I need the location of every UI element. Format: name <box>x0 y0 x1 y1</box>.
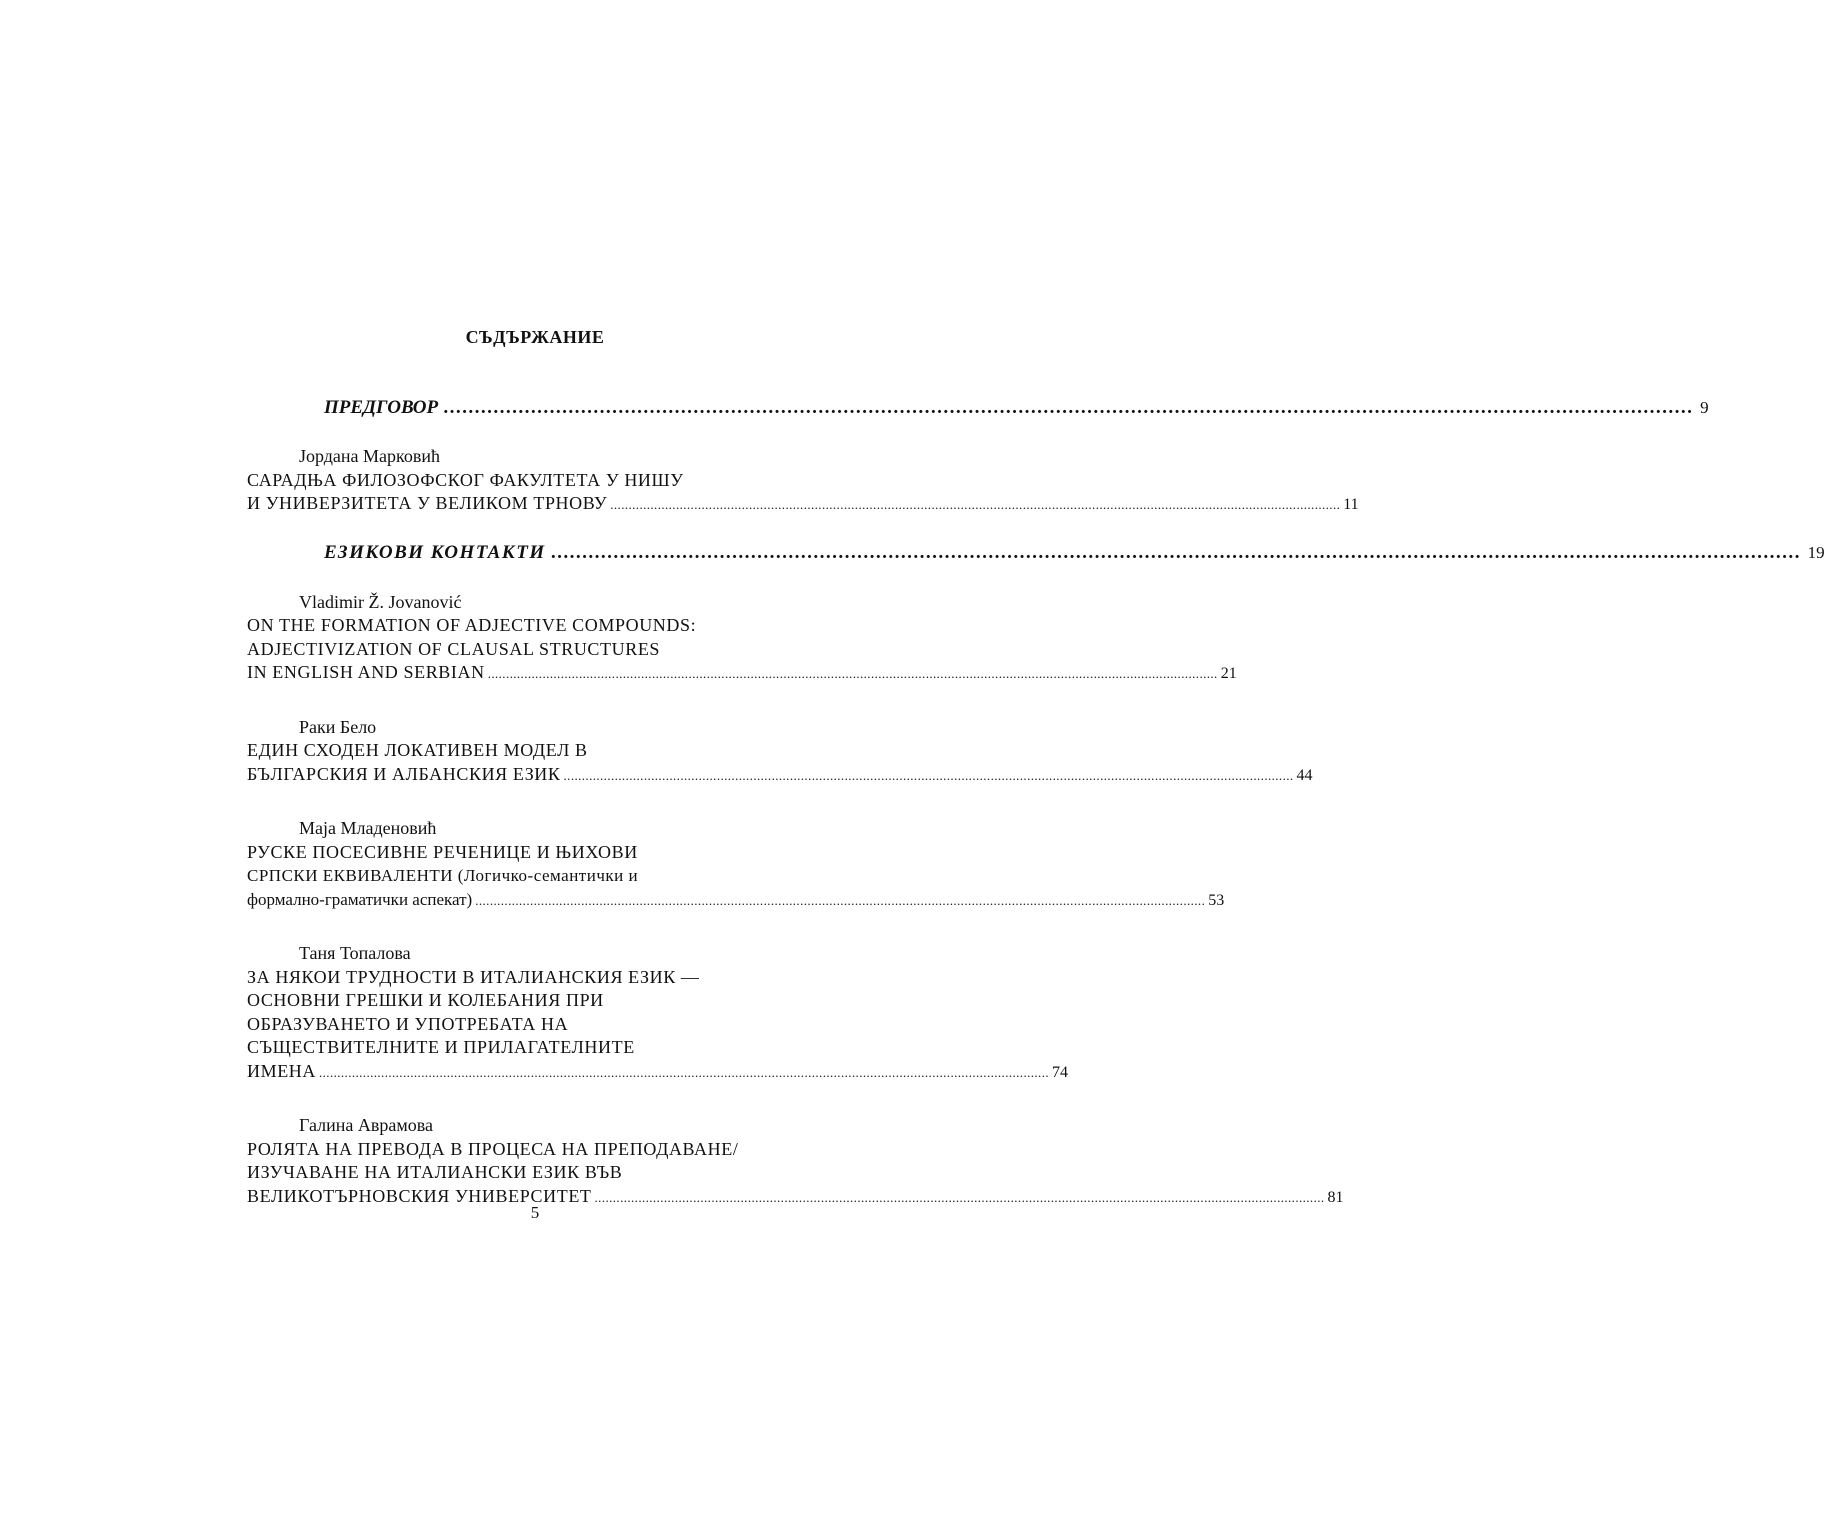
page-ref: 11 <box>1343 496 1359 513</box>
dot-leader: ........................................................................................................................................................................................................ <box>610 497 1341 512</box>
dot-leader: ........................................................................................................................................................................................................ <box>319 1064 1049 1080</box>
toc-entry <box>247 716 1313 788</box>
dot-leader: ........................................................................................................................................................................................................ <box>563 767 1294 783</box>
dot-leader: ........................................................................................................................................................................................................ <box>551 541 1802 563</box>
entry-author: Раки Бело <box>299 716 377 737</box>
dot-leader: ........................................................................................................................................................................................................ <box>594 1189 1325 1205</box>
entry-author: Маја Младеновић <box>299 818 437 838</box>
table-of-contents <box>247 396 1825 1209</box>
entry-title-last-line <box>247 492 1359 517</box>
entry-title-line: ОСНОВНИ ГРЕШКИ И КОЛЕБАНИЯ ПРИ <box>247 990 604 1010</box>
entry-author: Vladimir Ž. Jovanović <box>299 591 462 612</box>
entry-title-line: РОЛЯТА НА ПРЕВОДА В ПРОЦЕСА НА ПРЕПОДАВАНЕ/ <box>247 1138 739 1159</box>
toc-entry <box>247 942 1068 1084</box>
dot-leader: ........................................................................................................................................................................................................ <box>444 397 1695 418</box>
entry-author: Галина Аврамова <box>299 1115 433 1135</box>
entry-title-line: ЕДИН СХОДЕН ЛОКАТИВЕН МОДЕЛ В <box>247 740 588 760</box>
entry-title-line: СЪЩЕСТВИТЕЛНИТЕ И ПРИЛАГАТЕЛНИТЕ <box>247 1037 635 1057</box>
entry-title-line: ИМЕНА <box>247 1060 316 1081</box>
toc-entry <box>247 817 1225 912</box>
entry-author: Јордана Марковић <box>299 446 440 466</box>
toc-entry <box>247 591 1237 686</box>
toc-section <box>247 541 1825 565</box>
entry-title-last-line <box>247 661 1237 686</box>
page-title: СЪДЪРЖАНИЕ <box>465 327 605 347</box>
page-number: 5 <box>530 1203 540 1222</box>
entry-title-line: РУСКЕ ПОСЕСИВНЕ РЕЧЕНИЦЕ И ЊИХОВИ <box>247 841 638 862</box>
entry-title-line: САРАДЊА ФИЛОЗОФСКОГ ФАКУЛТЕТА У НИШУ <box>247 469 684 490</box>
section-label: ПРЕДГОВОР <box>324 397 439 418</box>
entry-title-last-line <box>247 888 1225 913</box>
page-ref: 44 <box>1296 766 1313 784</box>
entry-title-line: И УНИВЕРЗИТЕТА У ВЕЛИКОМ ТРНОВУ <box>247 493 608 513</box>
entry-author: Таня Топалова <box>299 943 411 963</box>
entry-title-line: IN ENGLISH AND SERBIAN <box>247 662 485 682</box>
page-ref: 53 <box>1208 891 1225 909</box>
entry-title-line: СРПСКИ ЕКВИВАЛЕНТИ (Логичко-семантички и <box>247 866 639 885</box>
entry-title-line: ВЕЛИКОТЪРНОВСКИЯ УНИВЕРСИТЕТ <box>247 1185 592 1206</box>
toc-entry <box>247 1114 1344 1209</box>
entry-title-last-line <box>247 1060 1068 1085</box>
dot-leader: ........................................................................................................................................................................................................ <box>487 666 1218 681</box>
page-ref: 81 <box>1327 1188 1344 1206</box>
toc-section <box>247 396 1709 420</box>
entry-title-line: ON THE FORMATION OF ADJECTIVE COMPOUNDS: <box>247 615 697 635</box>
toc-entry <box>247 445 1359 517</box>
entry-title-line: ЗА НЯКОИ ТРУДНОСТИ В ИТАЛИАНСКИЯ ЕЗИК — <box>247 966 700 987</box>
section-label: ЕЗИКОВИ КОНТАКТИ <box>324 541 546 563</box>
page-ref: 74 <box>1052 1063 1068 1081</box>
entry-title-line: БЪЛГАРСКИЯ И АЛБАНСКИЯ ЕЗИК <box>247 763 561 784</box>
entry-title-line: ОБРАЗУВАНЕТО И УПОТРЕБАТА НА <box>247 1013 569 1034</box>
entry-title-line: ADJECTIVIZATION OF CLAUSAL STRUCTURES <box>247 638 661 659</box>
entry-title-last-line <box>247 763 1313 788</box>
page-ref: 9 <box>1700 398 1709 417</box>
page-ref: 19 <box>1807 542 1825 562</box>
entry-title-line: ИЗУЧАВАНЕ НА ИТАЛИАНСКИ ЕЗИК ВЪВ <box>247 1162 623 1182</box>
dot-leader: ........................................................................................................................................................................................................ <box>475 892 1206 908</box>
entry-title-line: формално-граматички аспекат) <box>247 889 473 909</box>
page-ref: 21 <box>1220 665 1237 682</box>
